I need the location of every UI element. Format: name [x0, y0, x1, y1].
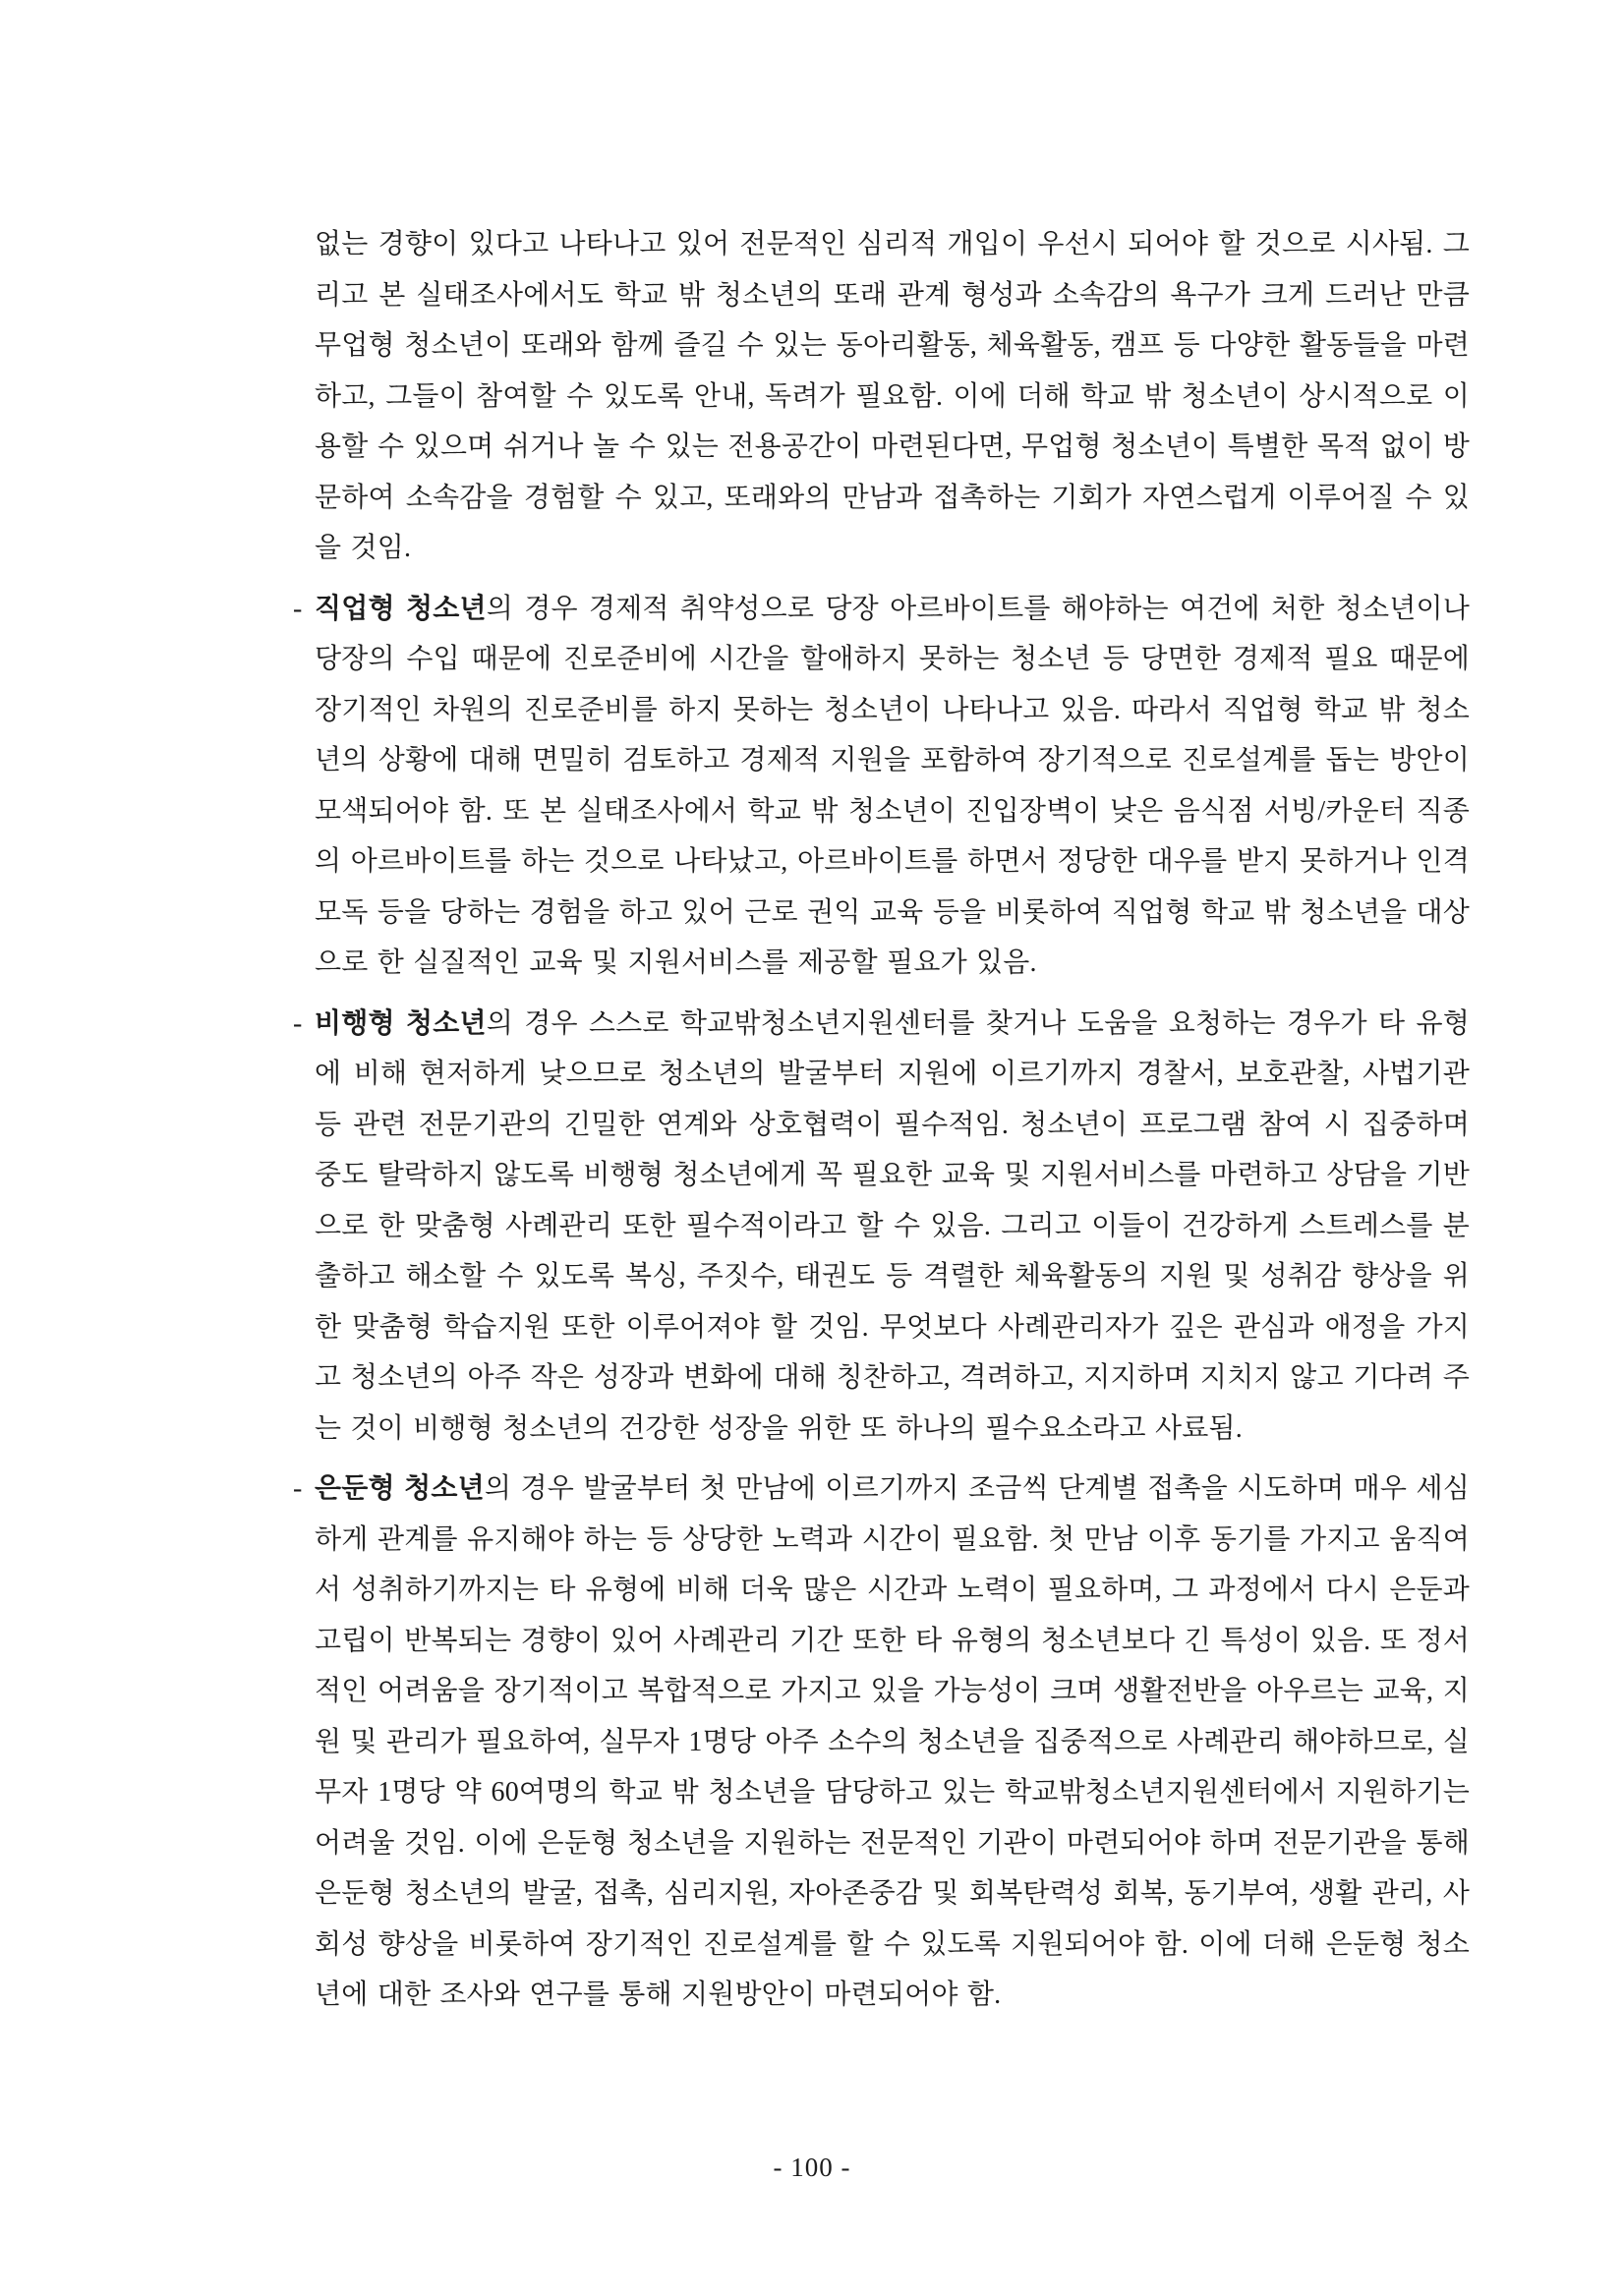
bullet-dash: - [293, 593, 303, 624]
intro-paragraph: 없는 경향이 있다고 나타나고 있어 전문적인 심리적 개입이 우선시 되어야 할 것으로 시사됨. 그리고 본 실태조사에서도 학교 밖 청소년의 또래 관계 형성과 소속감의 욕구가 크게 드러난 만큼 무업형 청소년이 또래와 함께 즐길 수 있는 동아리활동, 체육활동, 캠프 등 다양한 활동들을 마련하고, 그들이 참여할 수 있도록 안내, 독려가 필요함. 이에 더해 학교 밖 청소년이 상시적으로 이용할 수 있으며 쉬거나 놀 수 있는 전용공간이 마련된다면, 무업형 청소년이 특별한 목적 없이 방문하여 소속감을 경험할 수 있고, 또래와의 만남과 접촉하는 기회가 자연스럽게 이루어질 수 있을 것임. [315, 229, 1470, 563]
bullet-label: 비행형 청소년 [315, 1007, 487, 1039]
bullet-label: 직업형 청소년 [315, 593, 487, 624]
bullet-label: 은둔형 청소년 [315, 1473, 485, 1504]
bullet-text: 의 경우 발굴부터 첫 만남에 이르기까지 조금씩 단계별 접촉을 시도하며 매우 세심하게 관계를 유지해야 하는 등 상당한 노력과 시간이 필요함. 첫 만남 이후 동기를 가지고 움직여서 성취하기까지는 타 유형에 비해 더욱 많은 시간과 노력이 필요하며, 그 과정에서 다시 은둔과 고립이 반복되는 경향이 있어 사례관리 기간 또한 타 유형의 청소년보다 긴 특성이 있음. 또 정서적인 어려움을 장기적이고 복합적으로 가지고 있을 가능성이 크며 생활전반을 아우르는 교육, 지원 및 관리가 필요하여, 실무자 1명당 아주 소수의 청소년을 집중적으로 사례관리 해야하므로, 실무자 1명당 약 60여명의 학교 밖 청소년을 담당하고 있는 학교밖청소년지원센터에서 지원하기는 어려울 것임. 이에 은둔형 청소년을 지원하는 전문적인 기관이 마련되어야 하며 전문기관을 통해 은둔형 청소년의 발굴, 접촉, 심리지원, 자아존중감 및 회복탄력성 회복, 동기부여, 생활 관리, 사회성 향상을 비롯하여 장기적인 진로설계를 할 수 있도록 지원되어야 함. 이에 더해 은둔형 청소년에 대한 조사와 연구를 통해 지원방안이 마련되어야 함. [315, 1473, 1470, 2010]
bullet-item-delinquent [293, 999, 1470, 1455]
bullet-item-vocational [293, 584, 1470, 989]
page-number: - 100 - [773, 2152, 851, 2182]
bullet-item-reclusive [293, 1464, 1470, 2021]
bullet-paragraph [315, 1464, 1470, 2021]
document-body [293, 219, 1470, 2021]
bullet-text: 의 경우 스스로 학교밖청소년지원센터를 찾거나 도움을 요청하는 경우가 타 유형에 비해 현저하게 낮으므로 청소년의 발굴부터 지원에 이르기까지 경찰서, 보호관찰, 사법기관 등 관련 전문기관의 긴밀한 연계와 상호협력이 필수적임. 청소년이 프로그램 참여 시 집중하며 중도 탈락하지 않도록 비행형 청소년에게 꼭 필요한 교육 및 지원서비스를 마련하고 상담을 기반으로 한 맞춤형 사례관리 또한 필수적이라고 할 수 있음. 그리고 이들이 건강하게 스트레스를 분출하고 해소할 수 있도록 복싱, 주짓수, 태권도 등 격렬한 체육활동의 지원 및 성취감 향상을 위한 맞춤형 학습지원 또한 이루어져야 할 것임. 무엇보다 사례관리자가 깊은 관심과 애정을 가지고 청소년의 아주 작은 성장과 변화에 대해 칭찬하고, 격려하고, 지지하며 지치지 않고 기다려 주는 것이 비행형 청소년의 건강한 성장을 위한 또 하나의 필수요소라고 사료됨. [315, 1007, 1470, 1444]
bullet-dash: - [293, 1007, 303, 1039]
bullet-paragraph [315, 999, 1470, 1455]
bullet-dash: - [293, 1473, 303, 1504]
bullet-paragraph [315, 584, 1470, 989]
bullet-text: 의 경우 경제적 취약성으로 당장 아르바이트를 해야하는 여건에 처한 청소년이나 당장의 수입 때문에 진로준비에 시간을 할애하지 못하는 청소년 등 당면한 경제적 필요 때문에 장기적인 차원의 진로준비를 하지 못하는 청소년이 나타나고 있음. 따라서 직업형 학교 밖 청소년의 상황에 대해 면밀히 검토하고 경제적 지원을 포함하여 장기적으로 진로설계를 돕는 방안이 모색되어야 함. 또 본 실태조사에서 학교 밖 청소년이 진입장벽이 낮은 음식점 서빙/카운터 직종의 아르바이트를 하는 것으로 나타났고, 아르바이트를 하면서 정당한 대우를 받지 못하거나 인격 모독 등을 당하는 경험을 하고 있어 근로 권익 교육 등을 비롯하여 직업형 학교 밖 청소년을 대상으로 한 실질적인 교육 및 지원서비스를 제공할 필요가 있음. [315, 593, 1470, 978]
